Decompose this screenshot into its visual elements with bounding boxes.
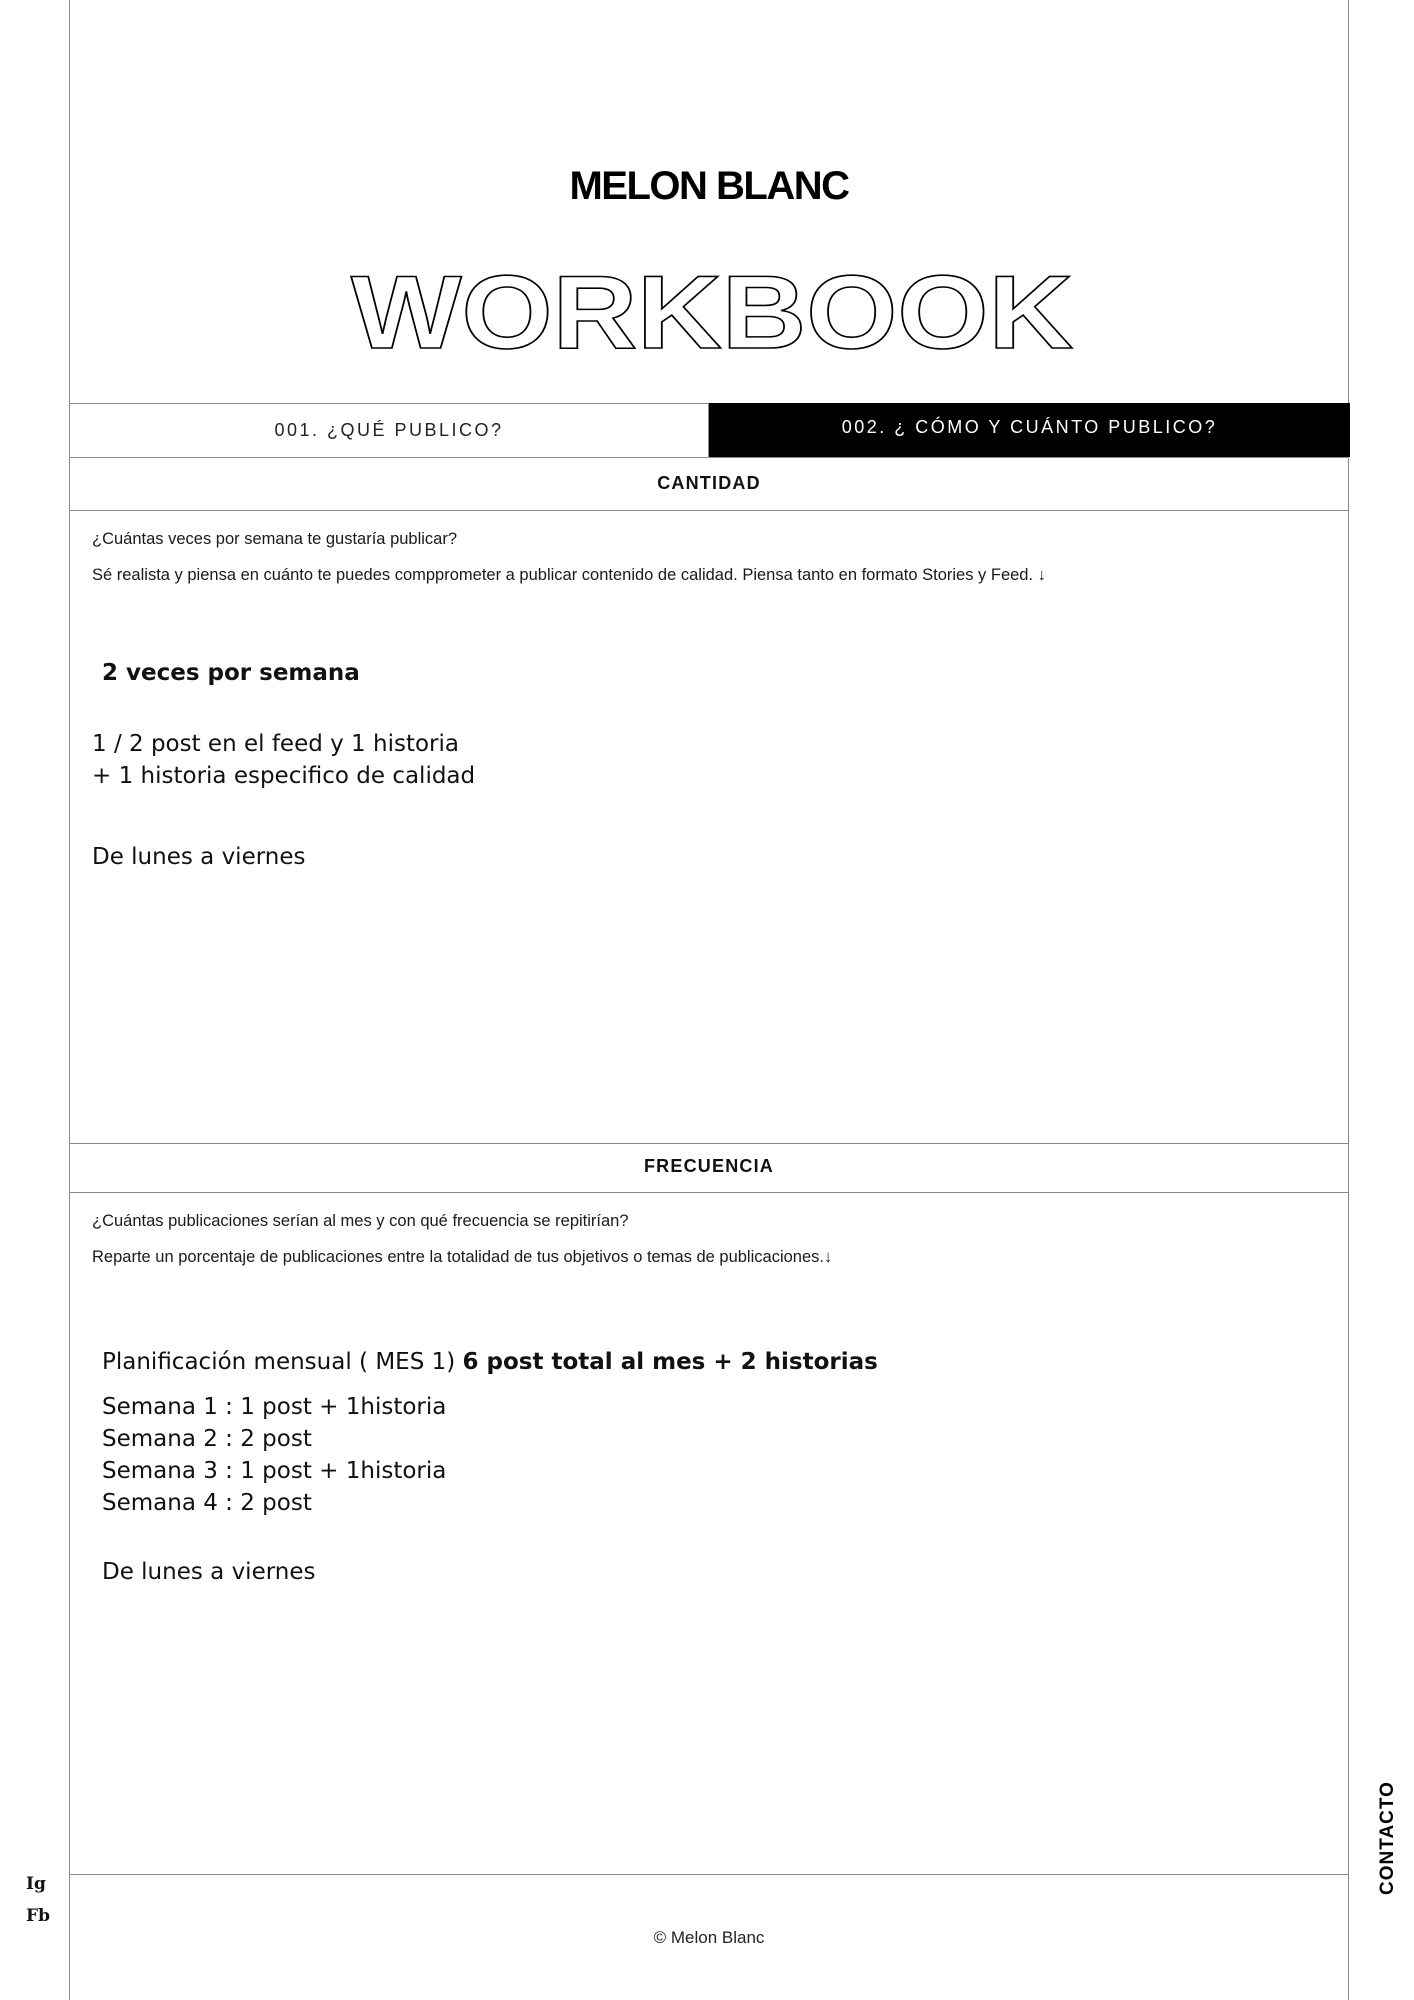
frecuencia-question: ¿Cuántas publicaciones serían al mes y con qué frecuencia se repitirían?: [92, 1212, 629, 1230]
cantidad-answer-line1: 1 / 2 post en el feed y 1 historia: [92, 731, 459, 757]
divider-frecuencia: [70, 1192, 1348, 1193]
frecuencia-plan-total: 6 post total al mes + 2 historias: [462, 1349, 878, 1375]
cantidad-answer-heading: 2 veces por semana: [102, 660, 360, 686]
workbook-wordmark: [332, 252, 1092, 362]
cantidad-question: ¿Cuántas veces por semana te gustaría publicar?: [92, 530, 458, 548]
facebook-link[interactable]: Fb: [26, 1906, 50, 1926]
tab-como-y-cuanto-publico[interactable]: 002. ¿ CÓMO Y CUÁNTO PUBLICO?: [709, 403, 1350, 457]
divider-tabs-bottom: [70, 457, 1348, 458]
frecuencia-hint: Reparte un porcentaje de publicaciones entre la totalidad de tus objetivos o temas de publicaciones.↓: [92, 1248, 833, 1266]
frecuencia-plan-prefix: Planificación mensual ( MES 1): [102, 1349, 463, 1375]
tab-que-publico[interactable]: 001. ¿QUÉ PUBLICO?: [70, 404, 709, 457]
workbook-wordmark-text: WORKBOOK: [351, 255, 1073, 362]
cantidad-hint: Sé realista y piensa en cuánto te puedes compprometer a publicar contenido de calidad. Piensa tanto en formato Stories y Feed. ↓: [92, 566, 1046, 584]
brand-title: MELON BLANC: [569, 164, 849, 208]
instagram-link[interactable]: Ig: [26, 1874, 46, 1894]
workbook-page: [69, 0, 1349, 2000]
cantidad-answer-days: De lunes a viernes: [92, 844, 306, 870]
frecuencia-week-1: Semana 1 : 1 post + 1historia: [102, 1394, 447, 1420]
frecuencia-days: De lunes a viernes: [102, 1559, 316, 1585]
divider-frecuencia-top: [70, 1143, 1348, 1144]
section-title-cantidad: CANTIDAD: [657, 473, 761, 493]
divider-footer: [70, 1874, 1348, 1875]
divider-cantidad: [70, 510, 1348, 511]
frecuencia-plan: [102, 1346, 878, 1378]
contact-link[interactable]: CONTACTO: [1377, 1781, 1398, 1895]
frecuencia-week-3: Semana 3 : 1 post + 1historia: [102, 1458, 447, 1484]
section-title-frecuencia: FRECUENCIA: [643, 1156, 774, 1176]
frecuencia-week-2: Semana 2 : 2 post: [102, 1426, 312, 1452]
footer-copyright: © Melon Blanc: [653, 1928, 765, 1947]
cantidad-answer-line2: + 1 historia especifico de calidad: [92, 763, 476, 789]
frecuencia-week-4: Semana 4 : 2 post: [102, 1490, 312, 1516]
